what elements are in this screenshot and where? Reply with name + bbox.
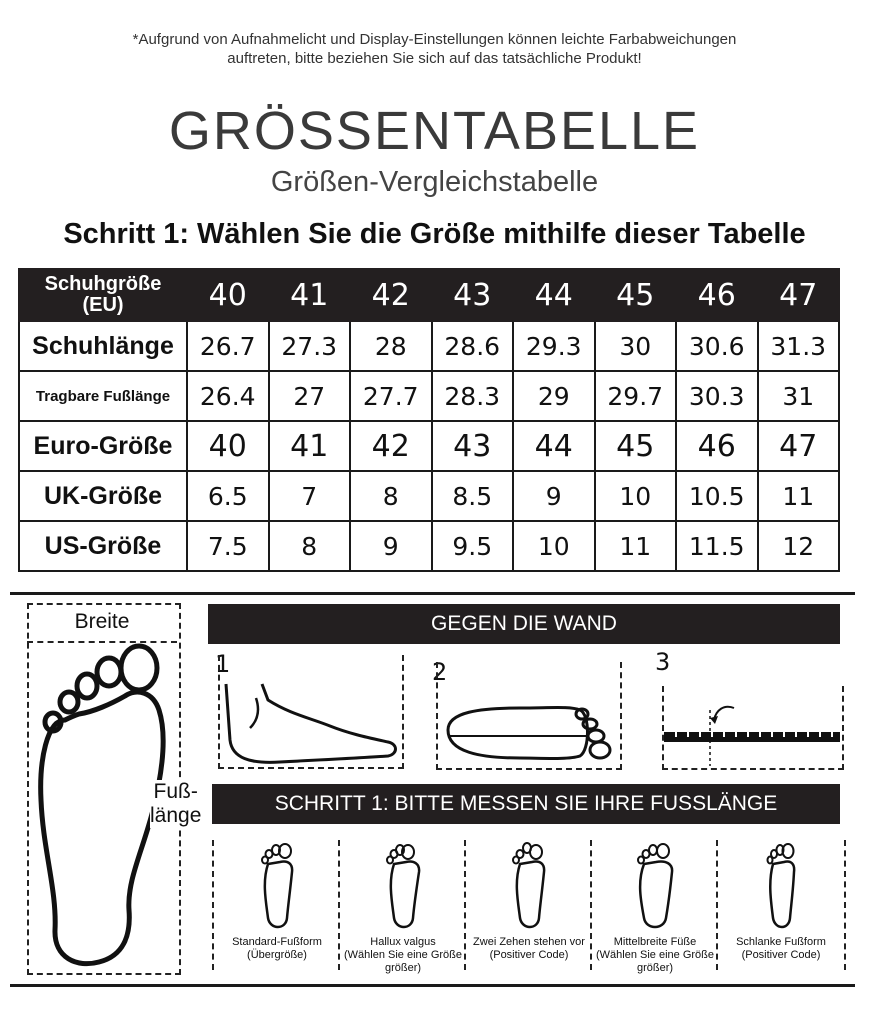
side-foot-icon [220,680,400,766]
corner-label-line2: (EU) [82,294,124,316]
caption-line3: größer) [636,962,674,974]
table-cell: 6.5 [187,471,269,521]
section-divider-bottom [10,984,855,987]
measure-step-banner: SCHRITT 1: BITTE MESSEN SIE IHRE FUSSLÄNGE [212,784,840,824]
size-table [18,268,840,572]
table-row-tragbare-fusslaenge [19,371,839,421]
table-cell: 11.5 [676,521,758,571]
table-cell: 29 [513,371,595,421]
standard-foot-icon [260,842,294,932]
disclaimer-line-1: *Aufgrund von Aufnahmelicht und Display-Einstellungen können leichte Farbabweichungen [132,31,737,48]
caption-line3: größer) [384,962,422,974]
table-cell: 9 [513,471,595,521]
fusslaenge-line1: Fuß- [153,780,198,803]
table-cell: 41 [269,421,351,471]
caption-line2: (Positiver Code) [741,949,821,961]
table-cell: 30.3 [676,371,758,421]
foot-shape-two-toes [464,840,592,970]
table-row-uk-groesse [19,471,839,521]
hallux-foot-icon [386,842,420,932]
table-cell: 43 [432,421,514,471]
ruler-icon [664,690,840,766]
row-label: Schuhlänge [19,321,187,371]
table-cell: 12 [758,521,840,571]
row-label: UK-Größe [19,471,187,521]
table-header-row [19,269,839,321]
table-row-schuhlaenge [19,321,839,371]
table-cell: 28 [350,321,432,371]
medium-wide-foot-icon [636,842,674,932]
table-cell: 27.3 [269,321,351,371]
caption-line2: (Wählen Sie eine Größe [344,949,462,961]
caption-line2: (Positiver Code) [489,949,569,961]
foot-shape-caption [214,936,340,962]
table-cell: 27 [269,371,351,421]
table-cell: 11 [595,521,677,571]
slim-foot-icon [766,842,796,932]
row-label: US-Größe [19,521,187,571]
table-cell: 29.7 [595,371,677,421]
caption-line1: Standard-Fußform [232,936,322,948]
row-label: Tragbare Fußlänge [19,371,187,421]
table-cell: 10 [595,471,677,521]
table-cell: 28.3 [432,371,514,421]
fusslaenge-label [150,780,201,828]
table-cell: 30.6 [676,321,758,371]
top-foot-icon [440,700,620,766]
table-cell: 26.4 [187,371,269,421]
table-cell: 7.5 [187,521,269,571]
table-cell: 10.5 [676,471,758,521]
foot-shape-caption [340,936,466,975]
table-cell: 30 [595,321,677,371]
caption-line2: (Übergröße) [247,949,307,961]
disclaimer-line-2: auftreten, bitte beziehen Sie sich auf das tatsächliche Produkt! [227,50,642,67]
disclaimer [0,30,869,68]
table-cell: 27.7 [350,371,432,421]
step-number-2: 2 [432,658,448,686]
column-header: 46 [676,269,758,321]
caption-line1: Schlanke Fußform [736,936,826,948]
table-cell: 7 [269,471,351,521]
column-header: 40 [187,269,269,321]
corner-label-line1: Schuhgröße [44,273,162,295]
page-title: GRÖSSENTABELLE [168,101,701,161]
fusslaenge-line2: länge [150,804,202,827]
table-cell: 26.7 [187,321,269,371]
table-cell: 11 [758,471,840,521]
row-label: Euro-Größe [19,421,187,471]
table-cell: 31.3 [758,321,840,371]
table-cell: 40 [187,421,269,471]
foot-shape-caption [592,936,718,975]
column-header: 41 [269,269,351,321]
section-divider-top [10,592,855,595]
foot-shape-caption [466,936,592,962]
caption-line1: Hallux valgus [370,936,436,948]
table-row-euro-groesse [19,421,839,471]
table-cell: 46 [676,421,758,471]
column-header: 45 [595,269,677,321]
caption-line2: (Wählen Sie eine Größe [596,949,714,961]
page-subtitle: Größen-Vergleichstabelle [270,166,599,198]
caption-line1: Zwei Zehen stehen vor [473,936,585,948]
table-cell: 42 [350,421,432,471]
table-cell: 8 [350,471,432,521]
caption-line1: Mittelbreite Füße [613,936,697,948]
wall-banner: GEGEN DIE WAND [208,604,840,644]
table-cell: 8 [269,521,351,571]
foot-shape-slim [716,840,846,970]
column-header: 43 [432,269,514,321]
table-cell: 9.5 [432,521,514,571]
column-header: 42 [350,269,432,321]
table-cell: 28.6 [432,321,514,371]
step-number-1: 1 [215,650,231,678]
step-heading: Schritt 1: Wählen Sie die Größe mithilfe dieser Tabelle [63,218,806,250]
table-cell: 9 [350,521,432,571]
column-header: 47 [758,269,840,321]
table-row-us-groesse [19,521,839,571]
table-cell: 8.5 [432,471,514,521]
table-cell: 44 [513,421,595,471]
step-number-3: 3 [655,648,671,676]
column-header: 44 [513,269,595,321]
foot-shape-caption [718,936,844,962]
table-cell: 31 [758,371,840,421]
foot-shape-hallux [338,840,466,974]
table-cell: 47 [758,421,840,471]
two-toes-foot-icon [512,842,546,932]
table-cell: 29.3 [513,321,595,371]
foot-shape-medium-wide [590,840,718,974]
breite-label: Breite [74,610,130,633]
table-cell: 10 [513,521,595,571]
foot-shape-standard [212,840,340,970]
table-cell: 45 [595,421,677,471]
table-corner-header [19,269,187,321]
